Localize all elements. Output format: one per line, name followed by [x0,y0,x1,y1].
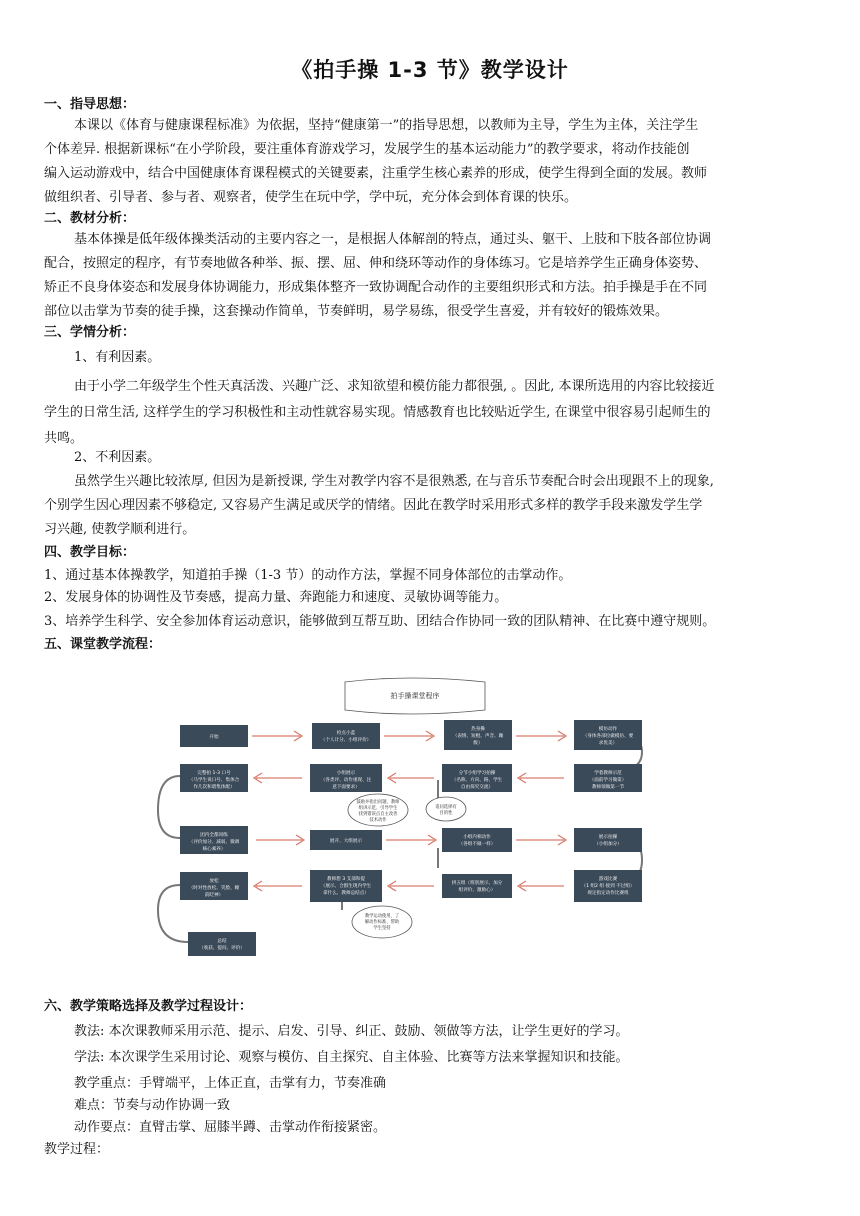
class-flowchart [150,670,710,970]
flow-step-label: 组评价、激励心） [458,888,496,893]
paragraph-line: 个别学生因心理因素不够稳定, 又容易产生满足或厌学的情绪。因此在教学时采用形式多样的教学手段来激发学生学 [44,498,703,513]
flow-step-label: 核心素养） [202,847,226,852]
flow-step-label: 模仿动作 [598,727,618,732]
flow-step-label: 求优美） [598,741,618,746]
flow-step-label: 学着教师示范 [594,771,622,776]
flow-step-label: （收获、提问、评价） [199,946,245,951]
paragraph-line: 矫正不良身体姿态和发展身体协调能力，形成集体整齐一致协调配合动作的主要组织形式和方法。拍手操是手在不同 [44,280,708,295]
section-heading-learner-analysis: 三、学情分析： [44,325,136,340]
flow-step [574,828,642,852]
section-heading-strategy: 六、教学策略选择及教学过程设计： [44,999,253,1014]
goal-item: 1、通过基本体操教学，知道拍手操（1-3 节）的动作方法，掌握不同身体部位的击掌动作。 [44,568,572,583]
flow-step-label: 追问选择有 [435,805,457,810]
paragraph-line: 动作要点：直臂击掌、屈膝半蹲、击掌动作衔接紧密。 [74,1120,387,1135]
flow-step-label: （各类评、动作重现、注 [320,778,372,783]
section-heading-material-analysis: 二、教材分析： [44,211,136,226]
flow-arrow-right [252,731,302,741]
flow-step [442,874,512,898]
flow-step-label: （展示、合群生现内学生 [320,884,372,889]
flow-arrow-right [256,835,304,845]
flow-step-label: 技术动作 [369,818,387,823]
flow-step-label: 小组展示 [336,771,356,776]
flow-step-label: 自由探究交流） [460,785,494,790]
flow-step-label: 总结 [217,939,227,944]
flow-step-label: 级） [473,741,483,746]
paragraph-line: 部位以击掌为节奏的徒手操，这套操动作简单，节奏鲜明，易学易练，很受学生喜爱，并有较好的锻炼效果。 [44,304,669,319]
flow-step-label: （面前学习做第） [589,778,627,783]
flow-step-label: 小组内相动作 [463,835,491,840]
flow-step-label: 拿什么、教师总结点） [323,891,369,896]
paragraph-line: 习兴趣, 使教学顺利进行。 [44,522,196,537]
flow-step-label: 作几次和谐集体配） [193,785,235,790]
flow-arrow-left [518,881,564,891]
goal-item: 3、培养学生科学、安全参加体育运动意识，能够做到互帮互助、团结合作协同一致的团队精神、在比赛中遵守规则。 [44,614,716,629]
section-heading-guiding-ideas: 一、指导思想： [44,97,136,112]
paragraph-line: 配合，按照定的程序，有节奏地做各种举、振、摆、屈、伸和绕环等动作的身体练习。它是培养学生正确身体姿势、 [44,256,708,271]
flow-step-label: （时对性放松、笑脸、睡 [188,886,240,891]
paragraph-line: 做组织者、引导者、参与者、观察者，使学生在玩中学，学中玩，充分体会到体育课的快乐。 [44,190,578,205]
paragraph-line: 学法: 本次课学生采用讨论、观察与模仿、自主探究、自主体验、比赛等方法来掌握知识和技能。 [74,1050,629,1065]
flow-step-label: 前眨神） [204,893,224,898]
paragraph-line: 编入运动游戏中，结合中国健康体育课程模式的关键要素，注重学生核心素养的形成，使学生得到全面的发展。教师 [44,166,708,181]
flow-step-label: 意下面要求） [332,785,360,790]
subheading-favorable: 1、有利因素。 [74,350,161,365]
paragraph-line: 学生的日常生活, 这样学生的学习积极性和主动性就容易实现。情感教育也比较贴近学生, 在课堂中很容易引起师生的 [44,405,711,420]
flow-step-label: （表情、短棍、声音、蹦 [452,734,504,739]
flow-step-label: （评价加分、减弱、微调 [188,840,240,845]
paragraph-line: 个体差异. 根据新课标“在小学阶段，要注重体育游戏学习，发展学生的基本运动能力”的教学要求，将动作技能创 [44,142,690,157]
flow-step-label: 解动作标准、帮助 [364,920,400,925]
flow-step-label: 团内全都同练 [200,833,228,838]
flow-step-label: 检点小蓝 [336,731,356,736]
flow-step-label: 完整拍 1-3 口号 [197,771,231,776]
flow-arrow-right [386,835,436,845]
paragraph-line: 本课以《体育与健康课程标准》为依据，坚持“健康第一”的指导思想，以教师为主导，学生为主体，关注学生 [74,118,699,133]
section-heading-teaching-goals: 四、教学目标： [44,545,136,560]
flow-arrow-right [516,835,566,845]
paragraph-line: 教学重点：手臂端平，上体正直，击掌有力，节奏准确 [74,1076,387,1091]
flow-step-label: （1 组2 组 接到 不过组） [581,884,635,889]
document-title: 《拍手操 1-3 节》教学设计 [291,58,569,82]
flow-step-label: 找到错误点自主改善 [358,812,398,817]
flow-step-label: 分节小组学习拍操 [458,771,496,776]
paragraph-line: 教法: 本次课教师采用示范、提示、启发、引导、纠正、鼓励、领做等方法，让学生更好的学习。 [74,1024,629,1039]
paragraph-line: 共鸣。 [44,431,84,446]
paragraph-line: 虽然学生兴趣比较浓厚, 但因为是新授课, 学生对教学内容不是很熟悉, 在与音乐节奏配合时会出现跟不上的现象, [74,474,714,489]
flow-arrow-right [516,731,566,741]
flow-step-label: 开始 [209,735,219,740]
flow-step-label: 目的性 [439,811,453,816]
flow-arrow-left [254,881,302,891]
flow-step-label: 鼓励并指出问题、教师 [356,800,400,805]
flow-step-label: 展示拍操 [598,835,618,840]
flow-step-label: 组讲示范、引导学生 [358,806,398,811]
flow-step-label: 游戏比赛 [598,877,618,882]
flow-step-label: 规定指定动作比赛组 [587,891,629,896]
flow-step-end [188,932,256,956]
flow-arrow-left [388,881,434,891]
paragraph-line: 由于小学二年级学生个性天真活泼、兴趣广泛、求知欲望和模仿能力都很强, 。因此, 本课所选用的内容比较接近 [74,379,715,394]
flow-step-label: 展开、大组展示 [329,839,363,844]
flow-step-label: 学生坚持 [373,926,391,931]
flow-step-label: （名称、方向、路、学生 [451,778,503,783]
flow-step-label: （小组加分） [594,842,622,847]
flow-arrow-right [384,731,434,741]
flow-step-label: （各组不做一样） [458,842,496,847]
flow-step-label: 热身操 [471,727,485,732]
flow-step-label: （个人计分、小组评价） [320,738,372,743]
paragraph-line: 教学过程： [44,1142,110,1157]
flow-step-label: 放松 [209,879,219,884]
flow-arrow-left [388,773,434,783]
flow-step-label: （身体各部位做模仿、要 [582,734,634,739]
goal-item: 2、发展身体的协调性及节奏感，提高力量、奔跑能力和速度、灵敏协调等能力。 [44,590,508,605]
paragraph-line: 基本体操是低年级体操类活动的主要内容之一，是根据人体解剖的特点，通过头、躯干、上肢和下肢各部位协调 [74,232,712,247]
flow-arrow-left [254,773,302,783]
flow-step-label: 教师想 3 支部和提 [326,877,366,882]
subheading-unfavorable: 2、不利因素。 [74,450,161,465]
paragraph-line: 难点：节奏与动作协调一致 [74,1098,231,1113]
flow-step-label: （马学生说口号、集体合 [188,778,240,783]
flow-arrow-left [518,773,564,783]
flow-step-label: 拼五组（班别展示、加分 [451,881,503,886]
flow-connector [158,776,180,838]
flow-step [312,723,380,749]
flowchart-banner-text: 拍手操课堂程序 [390,692,440,700]
flow-step [442,828,512,852]
section-heading-class-flow: 五、课堂教学流程： [44,637,162,652]
flow-step-label: 教师领做第一节 [591,785,625,790]
flow-step-label: 教学运动使用、了 [364,914,400,919]
